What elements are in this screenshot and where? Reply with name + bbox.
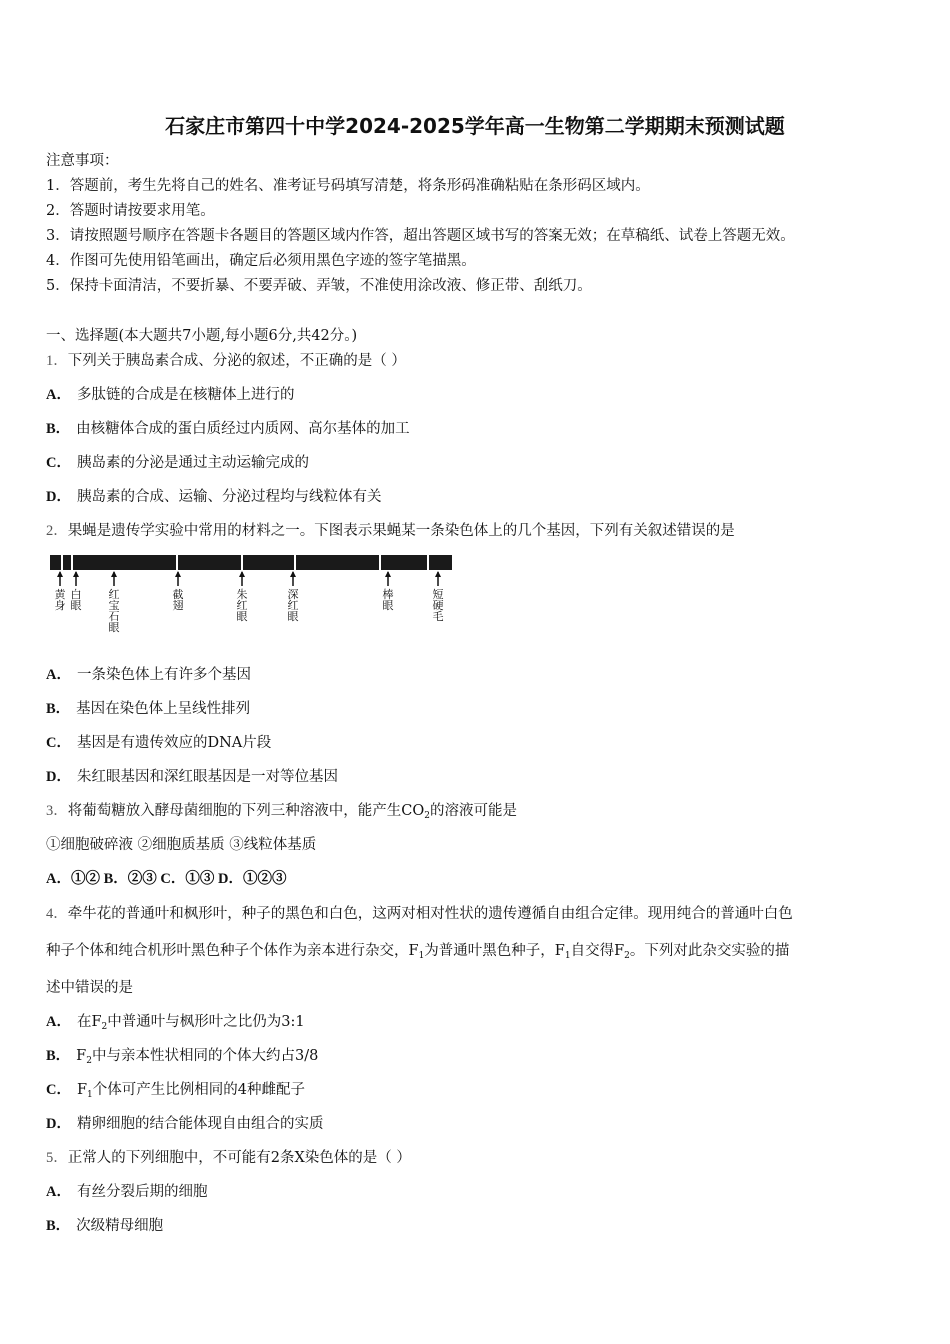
gene-marker	[288, 571, 299, 623]
option-label: C．	[46, 735, 71, 751]
gene-label: 朱红眼	[236, 588, 248, 623]
notice-item: 2．答题时请按要求用笔。	[46, 203, 215, 219]
option-label: C．	[46, 455, 71, 471]
question-4-option-d	[46, 1114, 920, 1134]
question-3-stem	[46, 801, 920, 821]
question-text: 将葡萄糖放入酵母菌细胞的下列三种溶液中，能产生CO	[67, 803, 425, 819]
question-text: 种子个体和纯合机形叶黑色种子个体作为亲本进行杂交，F	[46, 943, 419, 959]
gene-marker	[173, 571, 184, 612]
option-label: B．	[46, 1218, 71, 1234]
option-text: 精卵细胞的结合能体现自由组合的实质	[76, 1116, 324, 1132]
question-2-option-c	[46, 733, 920, 753]
question-number: 4．	[46, 906, 68, 922]
gene-arrow-head	[385, 571, 391, 577]
gene-marker	[237, 571, 248, 623]
gene-markers	[55, 571, 444, 634]
notice-item: 1．答题前，考生先将自己的姓名、准考证号码填写清楚，将条形码准确粘贴在条形码区域内。	[46, 178, 650, 194]
option-text: 中普通叶与枫形叶之比仍为3:1	[107, 1014, 305, 1030]
gene-label: 短硬毛	[432, 588, 444, 623]
gene-arrow-head	[290, 571, 296, 577]
subscript: 2	[101, 1022, 108, 1032]
option-text: 胰岛素的分泌是通过主动运输完成的	[76, 455, 309, 471]
question-2-option-a	[46, 665, 920, 685]
gene-label: 黄身	[54, 588, 66, 612]
option-label: D．	[46, 1116, 71, 1132]
option-label: C．	[46, 1082, 71, 1098]
option-text: F	[76, 1082, 88, 1098]
option-label: A．	[46, 1014, 71, 1030]
gene-marker	[383, 571, 394, 612]
question-4-stem-line1	[46, 904, 920, 924]
gene-arrow-head	[239, 571, 245, 577]
gene-label: 棒眼	[382, 588, 394, 612]
notice-item: 3．请按照题号顺序在答题卡各题目的答题区域内作答，超出答题区域书写的答案无效；在草稿纸、试卷上答题无效。	[46, 228, 795, 244]
option-label: D．	[46, 489, 71, 505]
question-text: 果蝇是遗传学实验中常用的材料之一。下图表示果蝇某一条染色体上的几个基因，下列有关叙述错误的是	[67, 523, 735, 539]
question-4-stem-line2	[46, 941, 920, 961]
question-5-option-a	[46, 1182, 920, 1202]
question-1-option-b	[46, 419, 920, 439]
gene-arrow-head	[73, 571, 79, 577]
option-label: A．	[46, 387, 71, 403]
question-number: 2．	[46, 523, 68, 539]
subscript: 1	[418, 951, 425, 961]
subscript: 2	[424, 811, 430, 821]
question-5-option-b	[46, 1216, 920, 1236]
gene-arrow-head	[111, 571, 117, 577]
option-text: 胰岛素的合成、运输、分泌过程均与线粒体有关	[76, 489, 382, 505]
option-text: 基因是有遗传效应的DNA片段	[76, 735, 272, 751]
option-label: A．	[46, 1184, 71, 1200]
option-label: B．	[46, 701, 71, 717]
option-label: D．	[46, 769, 71, 785]
gene-label: 红宝石眼	[108, 588, 120, 634]
option-text: F	[76, 1048, 87, 1064]
question-text: 自交得F	[570, 943, 625, 959]
chromosome-gene-diagram	[50, 552, 460, 634]
gene-marker	[71, 571, 82, 612]
question-4-option-c	[46, 1080, 920, 1100]
section-heading: 一、选择题(本大题共7小题,每小题6分,共42分。)	[46, 328, 358, 344]
option-text: 朱红眼基因和深红眼基因是一对等位基因	[76, 769, 338, 785]
question-text: 为普通叶黑色种子，F	[424, 943, 565, 959]
notice-heading: 注意事项：	[46, 153, 119, 169]
notice-item: 4．作图可先使用铅笔画出，确定后必须用黑色字迹的签字笔描黑。	[46, 253, 476, 269]
gene-arrow-head	[57, 571, 63, 577]
subscript: 1	[564, 951, 571, 961]
option-label: B．	[46, 421, 71, 437]
question-3-choices: ①细胞破碎液 ②细胞质基质 ③线粒体基质	[46, 837, 317, 853]
option-text: 多肽链的合成是在核糖体上进行的	[76, 387, 295, 403]
exam-title: 石家庄市第四十中学2024-2025学年高一生物第二学期期末预测试题	[165, 114, 785, 138]
gene-label: 截翅	[172, 588, 184, 612]
question-2-option-d	[46, 767, 920, 787]
subscript: 2	[86, 1056, 92, 1066]
gene-arrow-head	[435, 571, 441, 577]
option-text: 一条染色体上有许多个基因	[76, 667, 251, 683]
question-2-option-b	[46, 699, 920, 719]
option-text: 在F	[76, 1014, 102, 1030]
gene-marker	[433, 571, 444, 623]
question-2-stem	[46, 521, 920, 541]
option-text: 中与亲本性状相同的个体大约占3/8	[91, 1048, 319, 1064]
question-text: 。下列对此杂交实验的描	[629, 943, 790, 959]
gene-marker	[55, 571, 67, 612]
option-text: 次级精母细胞	[76, 1218, 164, 1234]
question-5-stem	[46, 1148, 920, 1168]
chromosome-bar	[50, 555, 452, 570]
question-number: 5．	[46, 1150, 68, 1166]
option-label: A．	[46, 667, 71, 683]
subscript: 2	[624, 951, 630, 961]
option-text: 个体可产生比例相同的4种雌配子	[92, 1082, 306, 1098]
question-1-option-c	[46, 453, 920, 473]
subscript: 1	[87, 1090, 93, 1100]
option-label: B．	[46, 1048, 71, 1064]
question-4-option-b	[46, 1046, 920, 1066]
notice-item: 5．保持卡面清洁，不要折暴、不要弄破、弄皱，不准使用涂改液、修正带、刮纸刀。	[46, 278, 592, 294]
gene-label: 深红眼	[287, 588, 299, 623]
option-text: 基因在染色体上呈线性排列	[76, 701, 251, 717]
option-text: 由核糖体合成的蛋白质经过内质网、高尔基体的加工	[76, 421, 410, 437]
question-3-options: A．①② B．②③ C．①③ D．①②③	[46, 871, 287, 887]
question-1-stem	[46, 351, 920, 371]
question-1-option-a	[46, 385, 920, 405]
question-1-option-d	[46, 487, 920, 507]
question-4-stem-line3: 述中错误的是	[46, 980, 133, 996]
gene-marker	[109, 571, 120, 634]
gene-label: 白眼	[70, 588, 82, 612]
option-text: 有丝分裂后期的细胞	[76, 1184, 208, 1200]
question-text: 牵牛花的普通叶和枫形叶，种子的黑色和白色，这两对相对性状的遗传遵循自由组合定律。现用纯合的普通叶白色	[67, 906, 793, 922]
question-text: 正常人的下列细胞中，不可能有2条X染色体的是（ ）	[67, 1150, 411, 1166]
gene-arrow-head	[175, 571, 181, 577]
question-text: 下列关于胰岛素合成、分泌的叙述，不正确的是（ ）	[67, 353, 406, 369]
question-4-option-a	[46, 1012, 920, 1032]
question-number: 1．	[46, 353, 68, 369]
question-number: 3．	[46, 803, 68, 819]
question-text: 的溶液可能是	[429, 803, 517, 819]
